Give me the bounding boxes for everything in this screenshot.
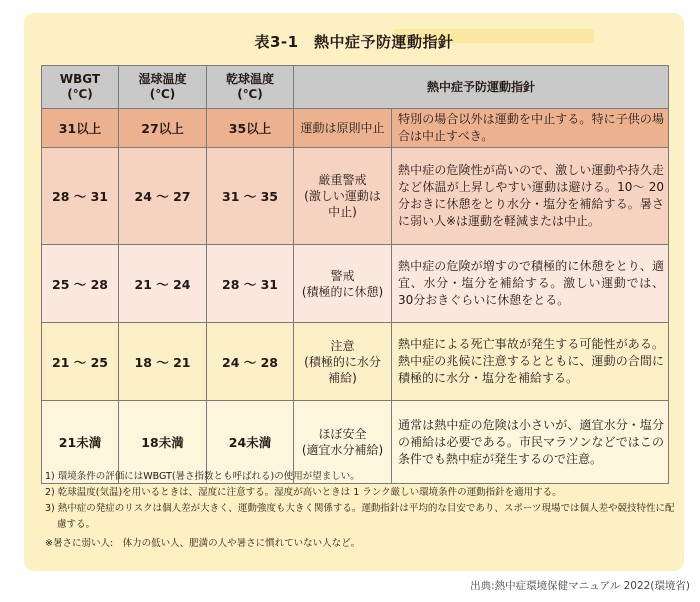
footnote-sensitive-people: ※暑さに弱い人: 体力の低い人、肥満の人や暑さに慣れていない人など。 <box>45 538 361 549</box>
wet-cell: 27以上 <box>119 109 207 148</box>
table-panel <box>24 13 684 571</box>
wet-cell: 18 〜 21 <box>119 323 207 401</box>
wet-cell: 18未満 <box>119 401 207 484</box>
level-cell: 厳重警戒 (激しい運動は 中止) <box>294 148 392 245</box>
page-title: 表3-1 熱中症予防運動指針 <box>254 33 454 51</box>
level-cell: 警戒 (積極的に休憩) <box>294 245 392 323</box>
description-cell: 熱中症の危険が増すので積極的に休憩をとり、適宜、水分・塩分を補給する。激しい運動では、30分おきぐらいに休憩をとる。 <box>392 245 669 323</box>
description-cell: 熱中症による死亡事故が発生する可能性がある。熱中症の兆候に注意するとともに、運動の合間に積極的に水分・塩分を補給する。 <box>392 323 669 401</box>
dry-cell: 24 〜 28 <box>207 323 294 401</box>
guideline-table <box>41 65 669 484</box>
header-wbgt: WBGT (℃) <box>42 66 119 109</box>
dry-cell: 35以上 <box>207 109 294 148</box>
description-cell: 熱中症の危険性が高いので、激しい運動や持久走など体温が上昇しやすい運動は避ける。10〜 20分おきに休憩をとり水分・塩分を補給する。暑さに弱い人※は運動を軽減または中止。 <box>392 148 669 245</box>
dry-cell: 28 〜 31 <box>207 245 294 323</box>
table-row <box>42 148 669 245</box>
footnote: 3) 熱中症の発症のリスクは個人差が大きく、運動強度も大きく関係する。運動指針は平均的な目安であり、スポーツ現場では個人差や競技特性に配慮する。 <box>45 503 675 530</box>
footnotes <box>45 469 675 552</box>
description-cell: 特別の場合以外は運動を中止する。特に子供の場合は中止すべき。 <box>392 109 669 148</box>
footnote: 1) 環境条件の評価にはWBGT(暑さ指数とも呼ばれる)の使用が望ましい。 <box>45 471 360 482</box>
wbgt-cell: 31以上 <box>42 109 119 148</box>
table-row <box>42 109 669 148</box>
level-cell: 運動は原則中止 <box>294 109 392 148</box>
wbgt-cell: 21未満 <box>42 401 119 484</box>
level-cell: ほぼ安全 (適宜水分補給) <box>294 401 392 484</box>
wet-cell: 21 〜 24 <box>119 245 207 323</box>
wbgt-cell: 25 〜 28 <box>42 245 119 323</box>
source-credit: 出典:熱中症環境保健マニュアル 2022(環境省) <box>470 580 690 592</box>
wet-cell: 24 〜 27 <box>119 148 207 245</box>
level-cell: 注意 (積極的に水分 補給) <box>294 323 392 401</box>
header-dry-bulb: 乾球温度 (℃) <box>207 66 294 109</box>
description-cell: 通常は熱中症の危険は小さいが、適宜水分・塩分の補給は必要である。市民マラソンなどではこの条件でも熱中症が発生するので注意。 <box>392 401 669 484</box>
table-row <box>42 323 669 401</box>
dry-cell: 31 〜 35 <box>207 148 294 245</box>
header-guideline: 熱中症予防運動指針 <box>294 66 669 109</box>
header-wet-bulb: 湿球温度 (℃) <box>119 66 207 109</box>
header-row <box>42 66 669 109</box>
dry-cell: 24未満 <box>207 401 294 484</box>
footnote: 2) 乾球温度(気温)を用いるときは、湿度に注意する。湿度が高いときは 1 ランク厳しい環境条件の運動指針を適用する。 <box>45 487 562 498</box>
wbgt-cell: 28 〜 31 <box>42 148 119 245</box>
table-row <box>42 245 669 323</box>
wbgt-cell: 21 〜 25 <box>42 323 119 401</box>
